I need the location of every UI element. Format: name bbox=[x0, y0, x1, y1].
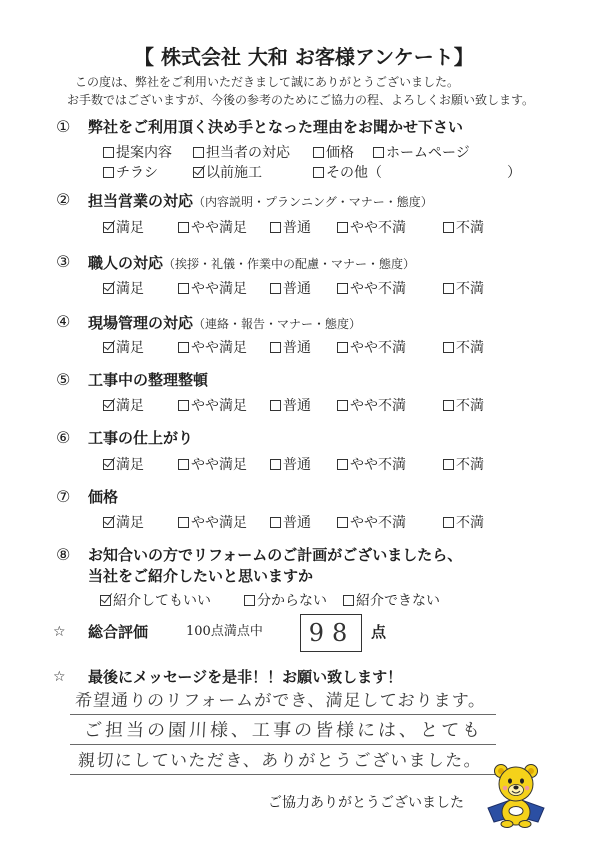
q6-number: ⑥ bbox=[56, 428, 71, 447]
option-label: やや不満 bbox=[350, 340, 406, 356]
q3-question bbox=[88, 253, 415, 273]
checkbox[interactable] bbox=[443, 459, 454, 470]
q4-option-somewhat-dissatisfied[interactable] bbox=[337, 340, 406, 356]
closing-text: ご協力ありがとうございました bbox=[268, 795, 464, 811]
checkbox[interactable] bbox=[443, 342, 454, 353]
message-rule-2 bbox=[70, 744, 496, 745]
checkbox[interactable] bbox=[178, 459, 189, 470]
checkbox[interactable] bbox=[103, 222, 114, 233]
option-label: 普通 bbox=[283, 398, 311, 414]
option-label: 不満 bbox=[456, 340, 484, 356]
q3-option-satisfied[interactable] bbox=[103, 281, 144, 297]
message-rule-3 bbox=[70, 774, 496, 775]
option-label: やや不満 bbox=[350, 398, 406, 414]
q7-question: 価格 bbox=[88, 488, 119, 506]
q1-option-homepage[interactable] bbox=[373, 145, 470, 161]
q1-option-previous-work[interactable] bbox=[193, 165, 262, 181]
q5-question: 工事中の整理整頓 bbox=[88, 371, 209, 389]
option-label: ホームページ bbox=[386, 145, 470, 161]
q5-option-dissatisfied[interactable] bbox=[443, 398, 484, 414]
message-line-3: 親切にしていただき、ありがとうございました。 bbox=[77, 751, 483, 771]
checkbox[interactable] bbox=[270, 459, 281, 470]
checkbox[interactable] bbox=[103, 283, 114, 294]
q2-option-neutral[interactable] bbox=[270, 220, 311, 236]
option-label: やや満足 bbox=[191, 398, 247, 414]
checkbox[interactable] bbox=[337, 459, 348, 470]
checkbox[interactable] bbox=[178, 283, 189, 294]
checkbox[interactable] bbox=[178, 342, 189, 353]
survey-title: 【 株式会社 大和 お客様アンケート】 bbox=[134, 45, 474, 69]
checkbox[interactable] bbox=[193, 167, 204, 178]
checkbox[interactable] bbox=[270, 517, 281, 528]
score-field[interactable] bbox=[300, 614, 362, 652]
option-label: 満足 bbox=[116, 281, 144, 297]
option-label: 普通 bbox=[283, 457, 311, 473]
q6-question: 工事の仕上がり bbox=[88, 429, 194, 447]
option-label: 満足 bbox=[116, 515, 144, 531]
checkbox[interactable] bbox=[244, 595, 255, 606]
checkbox[interactable] bbox=[373, 147, 384, 158]
option-label: 担当者の対応 bbox=[206, 145, 290, 161]
overall-rating-label: 総合評価 bbox=[88, 623, 149, 641]
q6-option-dissatisfied[interactable] bbox=[443, 457, 484, 473]
q7-option-somewhat-satisfied[interactable] bbox=[178, 515, 247, 531]
message-rule-1 bbox=[70, 714, 496, 715]
option-label: やや満足 bbox=[191, 515, 247, 531]
q1-option-other[interactable] bbox=[313, 165, 382, 181]
option-label: 不満 bbox=[456, 398, 484, 414]
q5-option-somewhat-dissatisfied[interactable] bbox=[337, 398, 406, 414]
overall-rating-scale: 100点満点中 bbox=[186, 624, 263, 639]
q2-option-somewhat-satisfied[interactable] bbox=[178, 220, 247, 236]
option-label: やや満足 bbox=[191, 457, 247, 473]
other-close-paren: ） bbox=[507, 165, 521, 181]
score-value: 98 bbox=[308, 619, 356, 647]
q8-option-would-recommend[interactable] bbox=[100, 593, 211, 609]
q3-question-note: （挨拶・礼儀・作業中の配慮・マナー・態度） bbox=[163, 257, 416, 271]
q4-question-text: 現場管理の対応 bbox=[88, 314, 194, 332]
q3-option-somewhat-satisfied[interactable] bbox=[178, 281, 247, 297]
q4-question-note: （連絡・報告・マナー・態度） bbox=[193, 317, 362, 331]
q7-option-satisfied[interactable] bbox=[103, 515, 144, 531]
q2-option-satisfied[interactable] bbox=[103, 220, 144, 236]
bear-mascot-icon bbox=[486, 762, 546, 828]
option-label: やや不満 bbox=[350, 281, 406, 297]
q4-option-somewhat-satisfied[interactable] bbox=[178, 340, 247, 356]
checkbox[interactable] bbox=[103, 147, 114, 158]
q8-question-line-1: お知合いの方でリフォームのご計画がございましたら、 bbox=[88, 546, 463, 564]
q1-option-staff[interactable] bbox=[193, 145, 290, 161]
checkbox[interactable] bbox=[337, 400, 348, 411]
checkbox[interactable] bbox=[103, 517, 114, 528]
option-label: 普通 bbox=[283, 220, 311, 236]
q5-option-neutral[interactable] bbox=[270, 398, 311, 414]
q6-option-somewhat-satisfied[interactable] bbox=[178, 457, 247, 473]
option-label: 不満 bbox=[456, 457, 484, 473]
checkbox[interactable] bbox=[178, 400, 189, 411]
checkbox[interactable] bbox=[103, 459, 114, 470]
q4-option-neutral[interactable] bbox=[270, 340, 311, 356]
q1-number: ① bbox=[56, 117, 71, 136]
score-unit: 点 bbox=[371, 623, 387, 641]
q2-option-dissatisfied[interactable] bbox=[443, 220, 484, 236]
option-label: 普通 bbox=[283, 515, 311, 531]
checkbox[interactable] bbox=[337, 283, 348, 294]
q6-option-somewhat-dissatisfied[interactable] bbox=[337, 457, 406, 473]
q1-option-price[interactable] bbox=[313, 145, 354, 161]
q5-option-satisfied[interactable] bbox=[103, 398, 144, 414]
checkbox[interactable] bbox=[313, 147, 324, 158]
q5-number: ⑤ bbox=[56, 370, 71, 389]
option-label: 提案内容 bbox=[116, 145, 172, 161]
option-label: 普通 bbox=[283, 281, 311, 297]
checkbox[interactable] bbox=[270, 222, 281, 233]
checkbox[interactable] bbox=[103, 167, 114, 178]
q8-option-cannot-recommend[interactable] bbox=[343, 593, 440, 609]
option-label: やや不満 bbox=[350, 457, 406, 473]
checkbox[interactable] bbox=[178, 222, 189, 233]
q4-option-satisfied[interactable] bbox=[103, 340, 144, 356]
option-label: 以前施工 bbox=[206, 165, 262, 181]
checkbox[interactable] bbox=[103, 342, 114, 353]
option-label: 価格 bbox=[326, 145, 354, 161]
q5-option-somewhat-satisfied[interactable] bbox=[178, 398, 247, 414]
option-label: 紹介できない bbox=[356, 593, 440, 609]
checkbox[interactable] bbox=[313, 167, 324, 178]
q6-option-neutral[interactable] bbox=[270, 457, 311, 473]
intro-line-2: お手数ではございますが、今後の参考のためにご協力の程、よろしくお願い致します。 bbox=[67, 93, 535, 107]
q2-question-text: 担当営業の対応 bbox=[88, 192, 194, 210]
option-label: 満足 bbox=[116, 398, 144, 414]
q8-number: ⑧ bbox=[56, 545, 71, 564]
checkbox[interactable] bbox=[103, 400, 114, 411]
q7-option-somewhat-dissatisfied[interactable] bbox=[337, 515, 406, 531]
option-label: やや不満 bbox=[350, 220, 406, 236]
star-icon: ☆ bbox=[53, 669, 66, 685]
star-icon: ☆ bbox=[53, 624, 66, 640]
q3-number: ③ bbox=[56, 252, 71, 271]
message-line-2: ご担当の園川様、工事の皆様には、とても bbox=[83, 720, 484, 741]
q6-option-satisfied[interactable] bbox=[103, 457, 144, 473]
message-prompt: 最後にメッセージを是非！！お願い致します！ bbox=[88, 668, 403, 686]
other-open-paren: （ bbox=[368, 165, 382, 181]
q2-option-somewhat-dissatisfied[interactable] bbox=[337, 220, 406, 236]
option-label: 不満 bbox=[456, 220, 484, 236]
q3-option-somewhat-dissatisfied[interactable] bbox=[337, 281, 406, 297]
q3-question-text: 職人の対応 bbox=[88, 254, 164, 272]
option-label: 満足 bbox=[116, 457, 144, 473]
q2-number: ② bbox=[56, 190, 71, 209]
option-label: その他 bbox=[326, 165, 368, 181]
intro-line-1: この度は、弊社をご利用いただきまして誠にありがとうございました。 bbox=[75, 75, 460, 89]
q7-option-neutral[interactable] bbox=[270, 515, 311, 531]
q7-number: ⑦ bbox=[56, 487, 71, 506]
checkbox[interactable] bbox=[337, 342, 348, 353]
q1-option-flyer[interactable] bbox=[103, 165, 158, 181]
q1-option-proposal[interactable] bbox=[103, 145, 172, 161]
checkbox[interactable] bbox=[270, 400, 281, 411]
checkbox[interactable] bbox=[343, 595, 354, 606]
checkbox[interactable] bbox=[443, 222, 454, 233]
option-label: チラシ bbox=[116, 165, 158, 181]
q3-option-neutral[interactable] bbox=[270, 281, 311, 297]
q1-question: 弊社をご利用頂く決め手となった理由をお聞かせ下さい bbox=[88, 118, 464, 136]
q4-number: ④ bbox=[56, 312, 71, 331]
q8-option-not-sure[interactable] bbox=[244, 593, 327, 609]
checkbox[interactable] bbox=[178, 517, 189, 528]
checkbox[interactable] bbox=[443, 283, 454, 294]
checkbox[interactable] bbox=[337, 222, 348, 233]
q4-option-dissatisfied[interactable] bbox=[443, 340, 484, 356]
q4-question bbox=[88, 313, 361, 333]
checkbox[interactable] bbox=[337, 517, 348, 528]
q2-question-note: （内容説明・プランニング・マナー・態度） bbox=[193, 195, 433, 209]
q7-option-dissatisfied[interactable] bbox=[443, 515, 484, 531]
checkbox[interactable] bbox=[270, 342, 281, 353]
option-label: 普通 bbox=[283, 340, 311, 356]
checkbox[interactable] bbox=[100, 595, 111, 606]
checkbox[interactable] bbox=[443, 400, 454, 411]
q3-option-dissatisfied[interactable] bbox=[443, 281, 484, 297]
option-label: 満足 bbox=[116, 340, 144, 356]
option-label: 不満 bbox=[456, 281, 484, 297]
option-label: やや満足 bbox=[191, 220, 247, 236]
checkbox[interactable] bbox=[193, 147, 204, 158]
option-label: 不満 bbox=[456, 515, 484, 531]
option-label: やや満足 bbox=[191, 340, 247, 356]
option-label: 紹介してもいい bbox=[113, 593, 211, 609]
option-label: 満足 bbox=[116, 220, 144, 236]
checkbox[interactable] bbox=[443, 517, 454, 528]
checkbox[interactable] bbox=[270, 283, 281, 294]
q8-question-line-2: 当社をご紹介したいと思いますか bbox=[88, 567, 314, 585]
message-line-1: 希望通りのリフォームができ、満足しております。 bbox=[74, 691, 487, 711]
option-label: 分からない bbox=[257, 593, 327, 609]
option-label: やや満足 bbox=[191, 281, 247, 297]
option-label: やや不満 bbox=[350, 515, 406, 531]
q2-question bbox=[88, 191, 433, 211]
